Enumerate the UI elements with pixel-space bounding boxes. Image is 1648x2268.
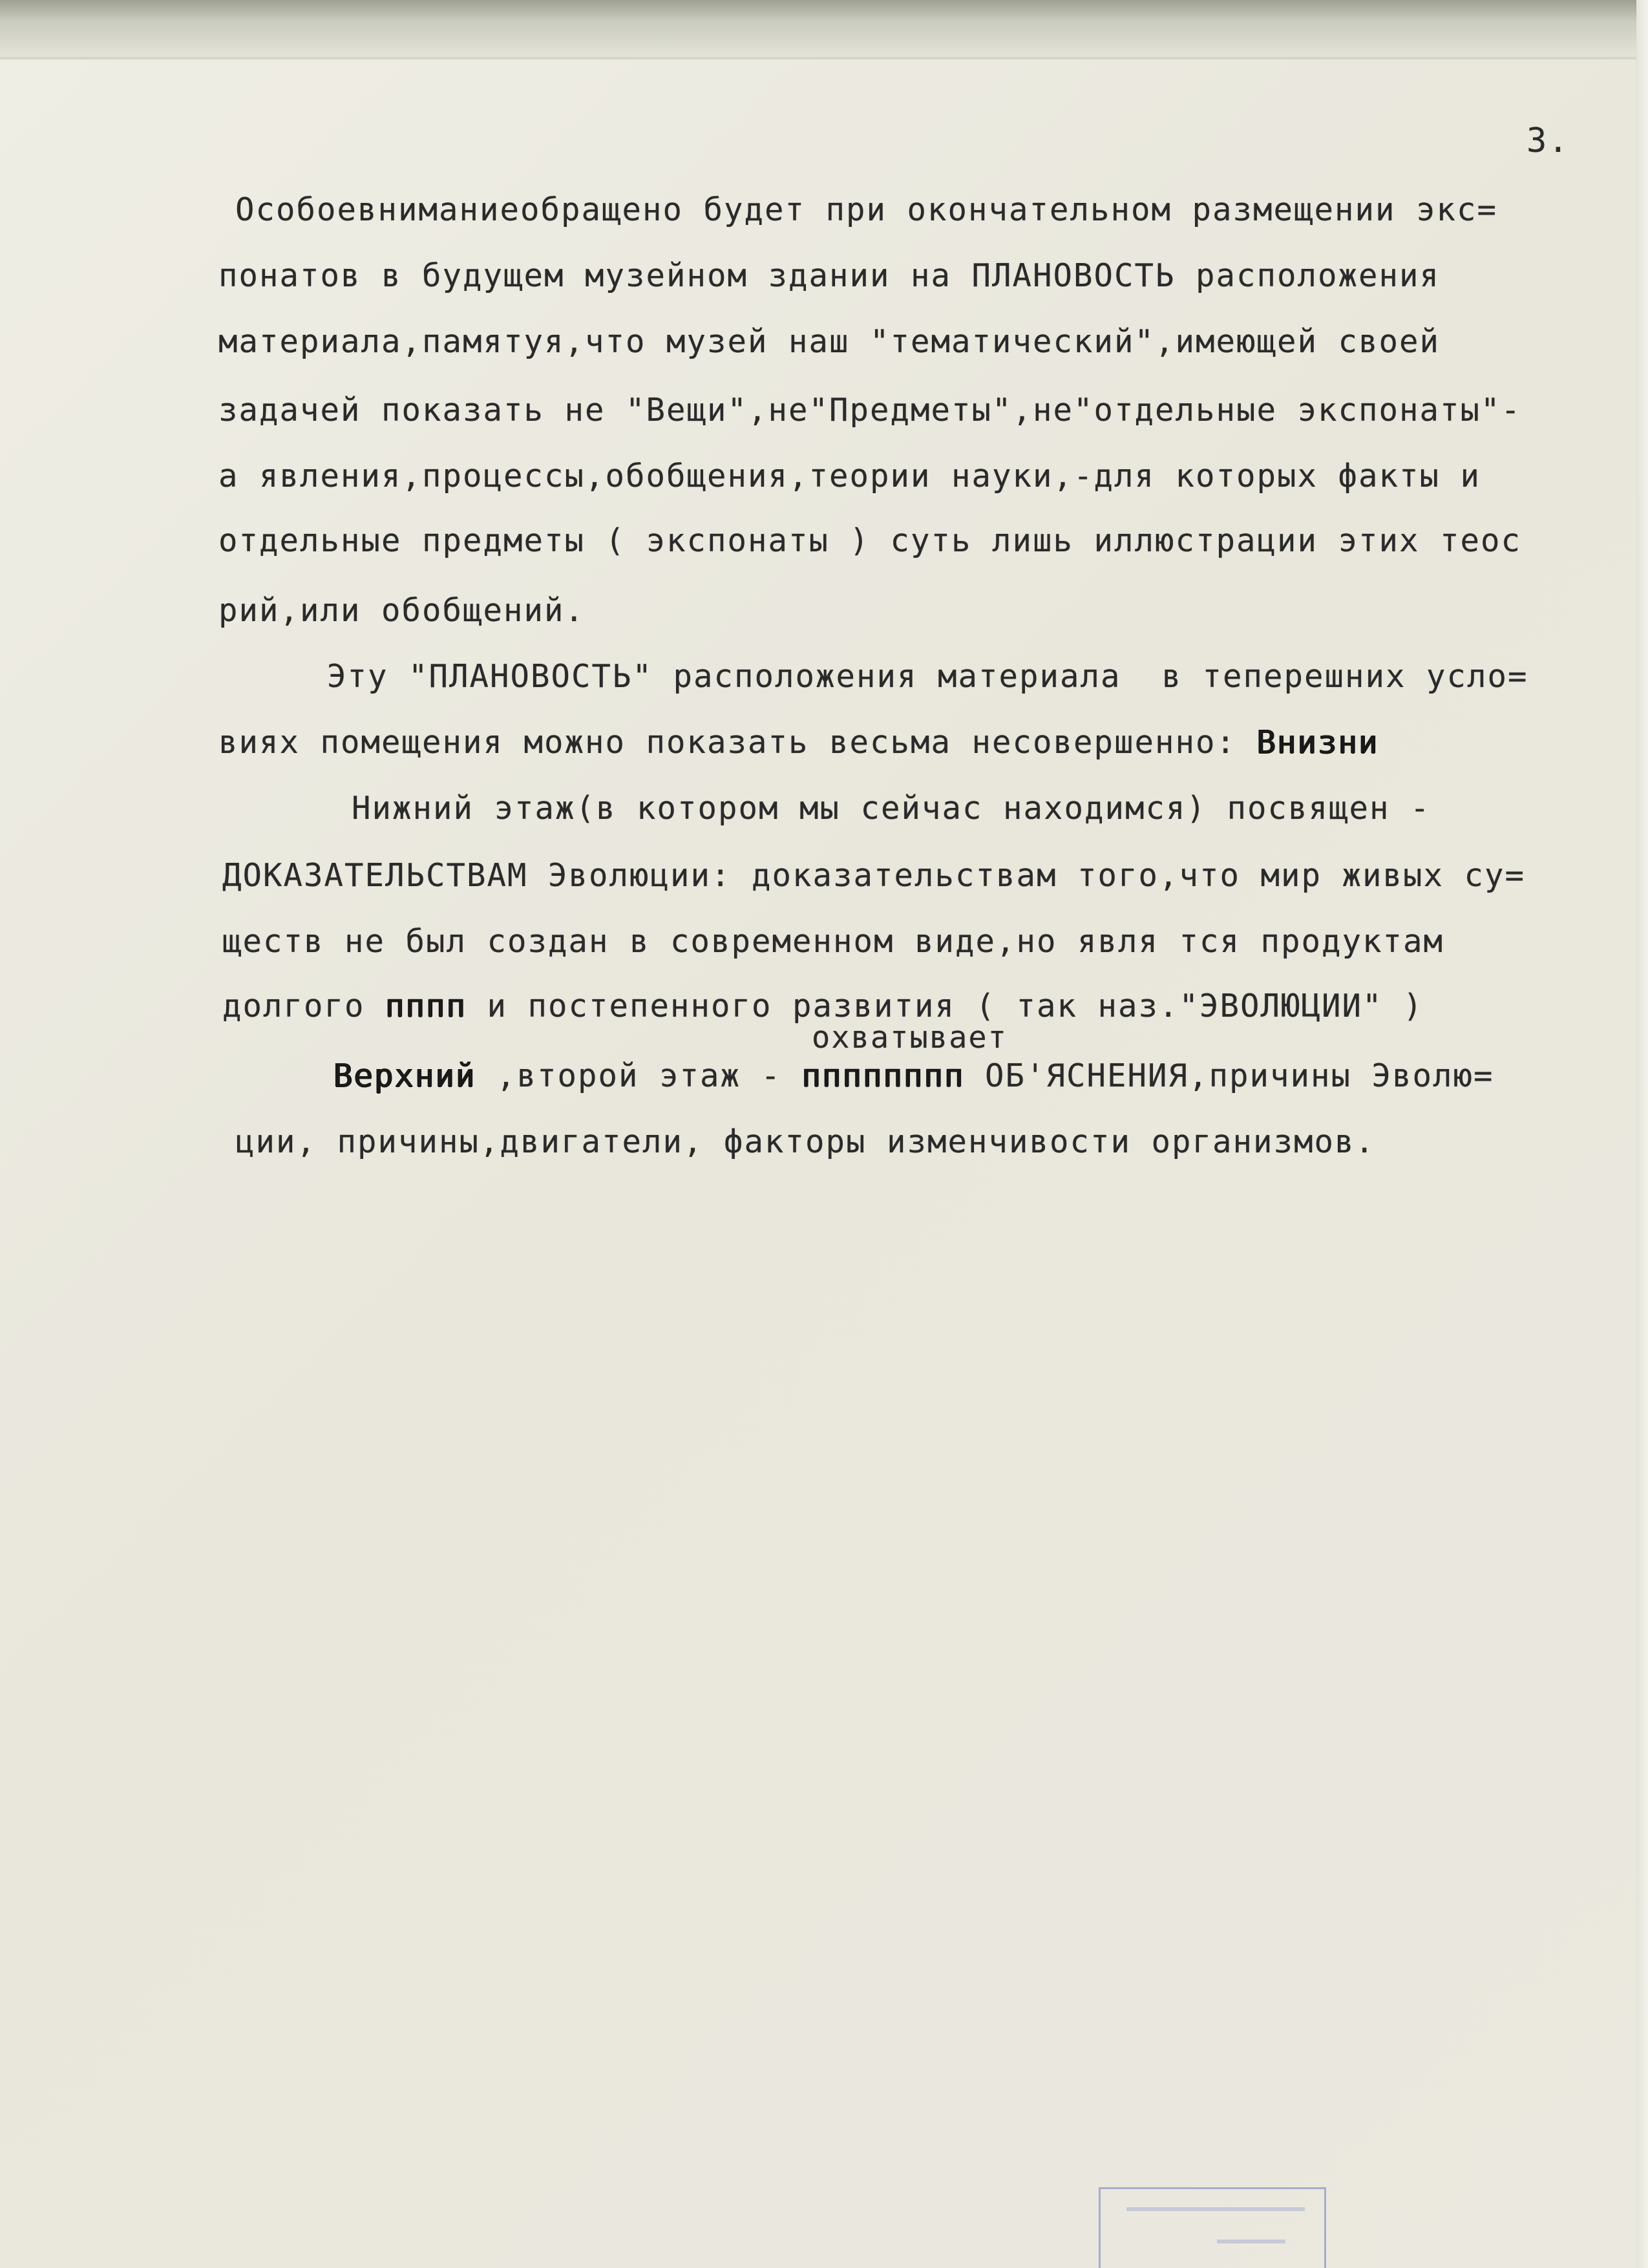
text-line (333, 1057, 1494, 1094)
text-line: рий,или обобщений. (218, 592, 586, 629)
text-segment: и постепенного развития ( так наз."ЭВОЛЮЦИИ" ) (467, 988, 1424, 1024)
text-line: ществ не был создан в современном виде,но явля тся продуктам (222, 923, 1444, 960)
struck-out-text: Верхний (333, 1057, 476, 1094)
paper-top-edge (0, 0, 1648, 59)
text-segment: ,второй этаж - (476, 1057, 802, 1094)
text-line (222, 990, 1424, 1022)
archive-stamp (1099, 2187, 1326, 2268)
text-line: понатов в будущем музейном здании на ПЛАНОВОСТЬ расположения (218, 257, 1441, 294)
stamp-text-line (1217, 2240, 1285, 2243)
text-line: материала,памятуя,что музей наш "тематический",имеющей своей (218, 323, 1441, 360)
text-line: ДОКАЗАТЕЛЬСТВАМ Эволюции: доказательствам того,что мир живых су= (222, 857, 1526, 894)
struck-out-text: пппп (385, 988, 467, 1024)
page-number: 3. (1527, 122, 1570, 160)
stamp-text-line (1126, 2207, 1305, 2211)
text-segment: долгого (222, 988, 386, 1024)
text-line: ции, причины,двигатели, факторы изменчивости организмов. (235, 1123, 1376, 1160)
struck-out-text: пппппппп (801, 1057, 965, 1094)
text-line: Эту "ПЛАНОВОСТЬ" расположения материала в теперешних усло= (327, 658, 1528, 695)
text-line: Нижний этаж(в котором мы сейчас находимся) посвящен - (352, 790, 1431, 827)
paper-right-edge (1636, 0, 1648, 2268)
text-line: задачей показать не "Вещи",не"Предметы",не"отдельные экспонаты"- (218, 392, 1522, 429)
text-line: Особоевниманиеобращено будет при окончательном размещении экс= (235, 191, 1498, 228)
text-line (218, 724, 1379, 761)
struck-out-text: Внизни (1256, 724, 1379, 761)
text-segment: ОБ'ЯСНЕНИЯ,причины Эволю= (964, 1057, 1494, 1094)
text-segment: виях помещения можно показать весьма несовершенно: (218, 724, 1257, 761)
text-line: а явления,процессы,обобщения,теории науки,-для которых факты и (218, 458, 1481, 494)
handwritten-insertion: охватывает (812, 1020, 1008, 1055)
text-line: отдельные предметы ( экспонаты ) суть лишь иллюстрации этих теос (218, 522, 1522, 559)
